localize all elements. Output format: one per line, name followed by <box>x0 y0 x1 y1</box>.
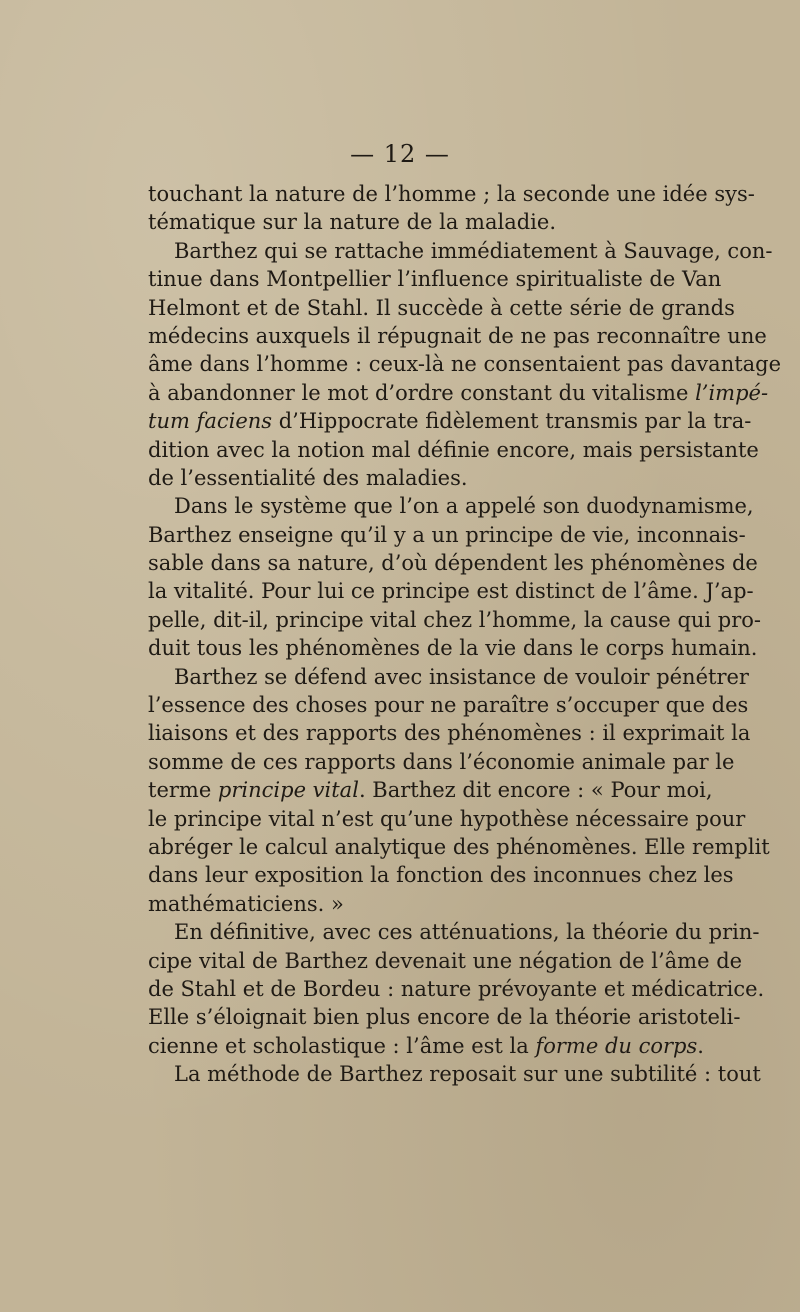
text-line <box>148 691 749 719</box>
text-line <box>148 805 746 833</box>
text-line <box>148 606 762 634</box>
italic-text: l’impé- <box>695 380 769 405</box>
text-segment: Barthez se défend avec insistance de vouloir pénétrer <box>174 664 749 689</box>
text-segment: à abandonner le mot d’ordre constant du vitalisme <box>148 380 696 405</box>
text-segment: médecins auxquels il répugnait de ne pas reconnaître une <box>148 323 767 348</box>
text-segment: Barthez enseigne qu’il y a un principe de vie, inconnais- <box>148 522 746 547</box>
text-line <box>148 492 754 520</box>
text-line <box>148 265 722 293</box>
text-segment: le principe vital n’est qu’une hypothèse nécessaire pour <box>148 806 746 831</box>
text-segment: de l’essentialité des maladies. <box>148 465 468 490</box>
text-segment: âme dans l’homme : ceux-là ne consentaient pas davantage <box>148 352 782 377</box>
italic-text: forme du corps <box>535 1033 698 1058</box>
text-line <box>148 634 758 662</box>
italic-text: principe vital <box>217 778 359 803</box>
italic-text: tum faciens <box>148 409 273 434</box>
text-segment: dans leur exposition la fonction des inconnues chez les <box>148 863 734 888</box>
text-segment: . Barthez dit encore : « Pour moi, <box>358 778 713 803</box>
text-segment: la vitalité. Pour lui ce principe est distinct de l’âme. J’ap- <box>148 579 754 604</box>
text-line <box>148 975 765 1003</box>
page-text <box>148 180 782 1089</box>
text-segment: de Stahl et de Bordeu : nature prévoyante et médicatrice. <box>148 976 765 1001</box>
text-segment: touchant la nature de l’homme ; la seconde une idée sys- <box>148 182 755 206</box>
text-line <box>148 237 773 265</box>
text-line <box>148 719 751 747</box>
text-line <box>148 436 759 464</box>
text-line <box>148 180 755 208</box>
text-line <box>148 208 688 236</box>
text-line <box>148 577 754 605</box>
text-line <box>148 947 743 975</box>
text-line <box>148 1060 761 1088</box>
text-line <box>148 833 770 861</box>
page-number: — 12 — <box>350 140 450 168</box>
text-segment: dition avec la notion mal définie encore, mais persistante <box>148 437 759 462</box>
text-segment: liaisons et des rapports des phénomènes : il exprimait la <box>148 721 751 746</box>
text-line <box>148 890 688 918</box>
text-segment: somme de ces rapports dans l’économie animale par le <box>148 749 735 774</box>
text-segment: mathématiciens. » <box>148 891 344 916</box>
text-line <box>148 918 760 946</box>
text-line <box>148 748 735 776</box>
text-segment: abréger le calcul analytique des phénomènes. Elle remplit <box>148 834 770 859</box>
text-line <box>148 861 734 889</box>
text-segment: cipe vital de Barthez devenait une négation de l’âme de <box>148 948 743 973</box>
text-segment: tématique sur la nature de la maladie. <box>148 210 556 235</box>
text-line <box>148 549 758 577</box>
text-segment: Barthez qui se rattache immédiatement à Sauvage, con- <box>174 238 773 263</box>
text-line <box>148 521 746 549</box>
text-segment: duit tous les phénomènes de la vie dans le corps humain. <box>148 636 758 661</box>
text-segment: sable dans sa nature, d’où dépendent les phénomènes de <box>148 551 758 576</box>
text-segment: Dans le système que l’on a appelé son duodynamisme, <box>174 494 754 519</box>
text-line <box>148 1003 741 1031</box>
text-line <box>148 464 688 492</box>
text-line <box>148 407 752 435</box>
text-segment: cienne et scholastique : l’âme est la <box>148 1033 536 1058</box>
text-segment: l’essence des choses pour ne paraître s’occuper que des <box>148 693 749 718</box>
text-segment: Elle s’éloignait bien plus encore de la théorie aristoteli- <box>148 1005 741 1030</box>
text-segment: La méthode de Barthez reposait sur une subtilité : tout <box>174 1062 761 1087</box>
text-line <box>148 294 735 322</box>
text-segment: tinue dans Montpellier l’influence spiritualiste de Van <box>148 267 722 292</box>
text-line <box>148 379 769 407</box>
text-segment: . <box>697 1033 704 1058</box>
text-segment: pelle, dit-il, principe vital chez l’homme, la cause qui pro- <box>148 607 762 632</box>
text-segment: En définitive, avec ces atténuations, la théorie du prin- <box>174 920 760 945</box>
text-line <box>148 663 749 691</box>
text-line <box>148 1032 704 1060</box>
text-line <box>148 322 767 350</box>
text-line <box>148 350 782 378</box>
text-segment: d’Hippocrate fidèlement transmis par la tra- <box>272 409 752 434</box>
text-segment: terme <box>148 778 218 803</box>
text-segment: Helmont et de Stahl. Il succède à cette série de grands <box>148 295 735 320</box>
text-line <box>148 776 713 804</box>
